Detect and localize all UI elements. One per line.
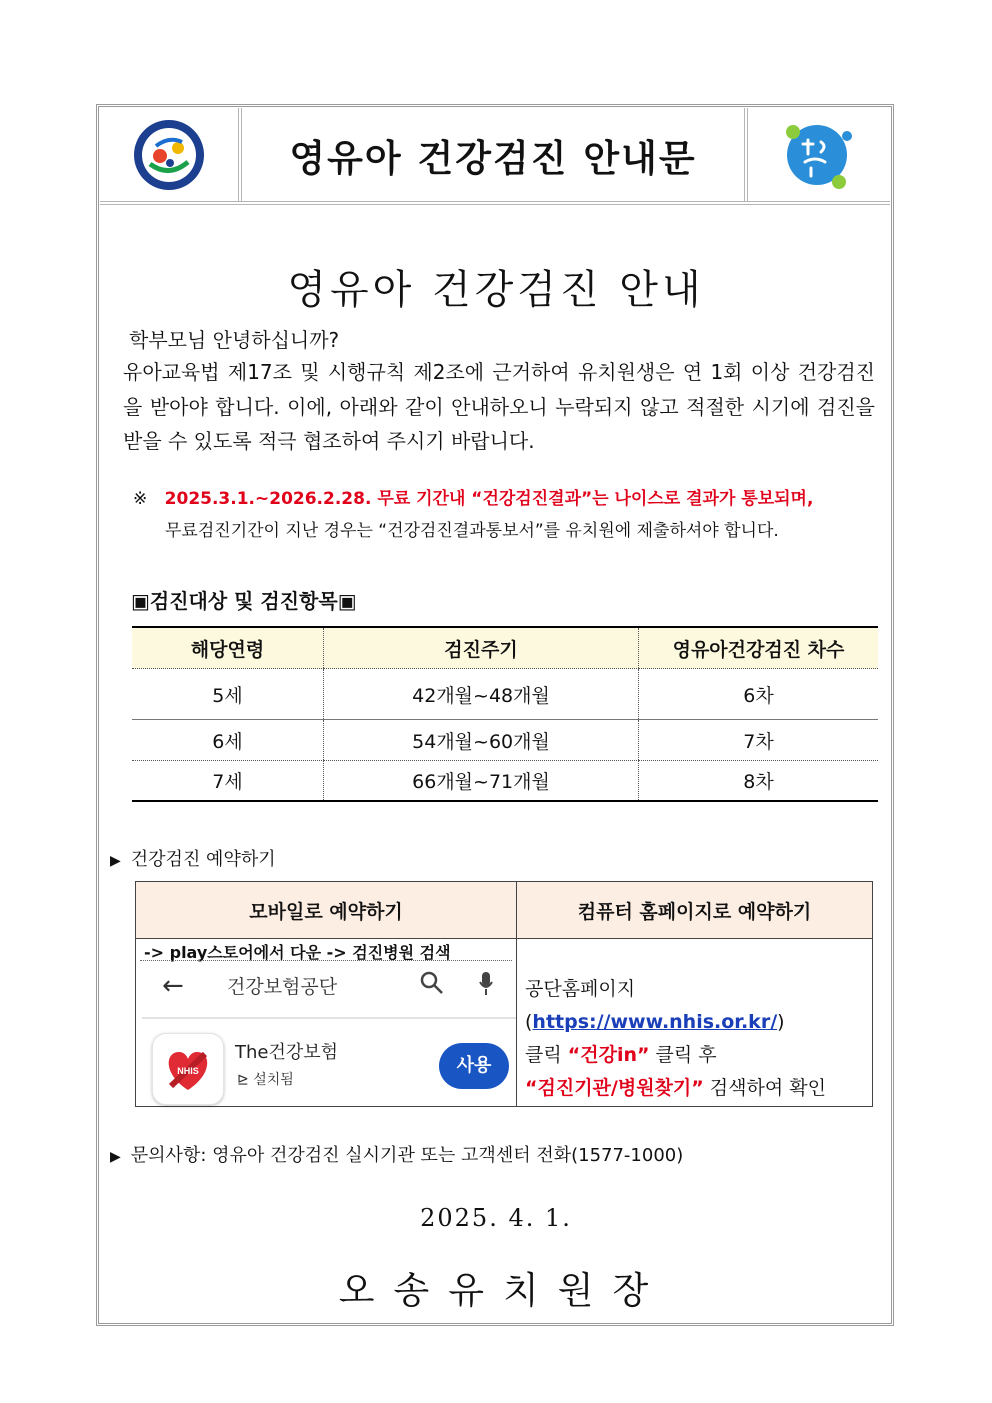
document-header bbox=[100, 108, 890, 205]
document-date: 2025. 4. 1. bbox=[420, 1204, 572, 1232]
reservation-table bbox=[135, 881, 873, 1107]
installed-check-icon: ⊵ bbox=[237, 1072, 249, 1088]
pc-line1-suffix: ) bbox=[777, 1011, 785, 1033]
table-header: 검진주기 bbox=[324, 627, 639, 669]
title-cell bbox=[242, 108, 748, 201]
table-cell: 42개월~48개월 bbox=[324, 669, 639, 720]
triangle-bullet-icon: ▶ bbox=[110, 853, 121, 869]
reservation-bullet bbox=[110, 845, 276, 871]
nhis-icon-text: NHIS bbox=[177, 1066, 199, 1076]
pc-line2-suffix: 클릭 후 bbox=[649, 1044, 717, 1066]
inquiry-text: 문의사항: 영유아 건강검진 실시기관 또는 고객센터 전화(1577-1000) bbox=[130, 1145, 684, 1166]
table-header: 해당연령 bbox=[132, 627, 324, 669]
table-cell: 6세 bbox=[132, 720, 324, 761]
pc-instructions bbox=[517, 939, 872, 1105]
clean-world-logo-cell bbox=[748, 108, 890, 201]
search-query: 건강보험공단 bbox=[227, 976, 338, 998]
table-cell: 66개월~71개월 bbox=[324, 761, 639, 802]
pc-header: 컴퓨터 홈페이지로 예약하기 bbox=[517, 882, 873, 939]
nhis-app-icon bbox=[152, 1033, 224, 1105]
mobile-cell bbox=[136, 939, 517, 1107]
pc-line2-prefix: 클릭 bbox=[525, 1044, 568, 1066]
notice-block bbox=[133, 483, 813, 547]
use-button[interactable]: 사용 bbox=[439, 1043, 509, 1089]
main-title: 영유아 건강검진 안내 bbox=[287, 267, 705, 313]
notice-mark: ※ bbox=[133, 489, 148, 509]
signature: 오송유치원장 bbox=[338, 1269, 668, 1312]
clean-world-logo-icon bbox=[777, 118, 861, 192]
table-row bbox=[132, 720, 878, 761]
table-header: 영유아건강검진 차수 bbox=[639, 627, 879, 669]
pc-cell bbox=[517, 939, 873, 1107]
table-cell: 7세 bbox=[132, 761, 324, 802]
table-row bbox=[132, 669, 878, 720]
table-cell: 54개월~60개월 bbox=[324, 720, 639, 761]
notice-line-2: 무료검진기간이 지난 경우는 “건강검진결과통보서”를 유치원에 제출하셔야 합니다. bbox=[165, 521, 779, 541]
table-row bbox=[132, 761, 878, 802]
divider bbox=[142, 1017, 516, 1019]
table-cell: 6차 bbox=[639, 669, 879, 720]
table-cell: 5세 bbox=[132, 669, 324, 720]
mobile-instruction: -> play스토어에서 다운 -> 검진병원 검색 bbox=[144, 943, 451, 962]
intro-paragraph: 유아교육법 제17조 및 시행규칙 제2조에 근거하여 유치원생은 연 1회 이상 건강검진을 받아야 합니다. 이에, 아래와 같이 안내하오니 누락되지 않고 적절한 시기에 검진을 받을 수 있도록 적극 협조하여 주시기 바랍니다. bbox=[123, 360, 875, 453]
kindergarten-logo-cell bbox=[100, 108, 242, 201]
table-cell: 8차 bbox=[639, 761, 879, 802]
kindergarten-emblem-icon bbox=[132, 118, 206, 192]
microphone-icon bbox=[479, 970, 493, 998]
header-title: 영유아 건강검진 안내문 bbox=[289, 136, 697, 180]
app-status bbox=[237, 1069, 294, 1089]
schedule-table bbox=[132, 626, 878, 802]
find-hospital-label: “검진기관/병원찾기” bbox=[525, 1077, 704, 1099]
greeting: 학부모님 안녕하십니까? bbox=[129, 328, 340, 352]
table-header-row bbox=[132, 627, 878, 669]
back-arrow-icon: ← bbox=[162, 971, 184, 1001]
reservation-header-row bbox=[136, 882, 873, 939]
reservation-body-row bbox=[136, 939, 873, 1107]
mobile-screenshot bbox=[136, 939, 516, 1106]
notice-red-text: 2025.3.1.~2026.2.28. 무료 기간내 “건강검진결과”는 나이스로 결과가 통보되며, bbox=[164, 489, 814, 509]
triangle-bullet-icon: ▶ bbox=[110, 1149, 121, 1165]
pc-line1-prefix: 공단홈페이지 ( bbox=[525, 978, 636, 1033]
reservation-label: 건강검진 예약하기 bbox=[130, 849, 276, 870]
app-name: The건강보험 bbox=[235, 1042, 339, 1063]
nhis-homepage-link[interactable]: https://www.nhis.or.kr/ bbox=[532, 1011, 778, 1033]
health-in-label: “건강in” bbox=[567, 1044, 650, 1066]
mobile-header: 모바일로 예약하기 bbox=[136, 882, 517, 939]
inquiry-bullet bbox=[110, 1141, 683, 1167]
section-heading: ▣검진대상 및 검진항목▣ bbox=[131, 589, 357, 613]
table-cell: 7차 bbox=[639, 720, 879, 761]
search-icon bbox=[419, 970, 445, 1003]
app-status-text: 설치됨 bbox=[253, 1072, 294, 1088]
pc-line3-suffix: 검색하여 확인 bbox=[703, 1077, 826, 1099]
app-search-bar bbox=[136, 961, 516, 1017]
